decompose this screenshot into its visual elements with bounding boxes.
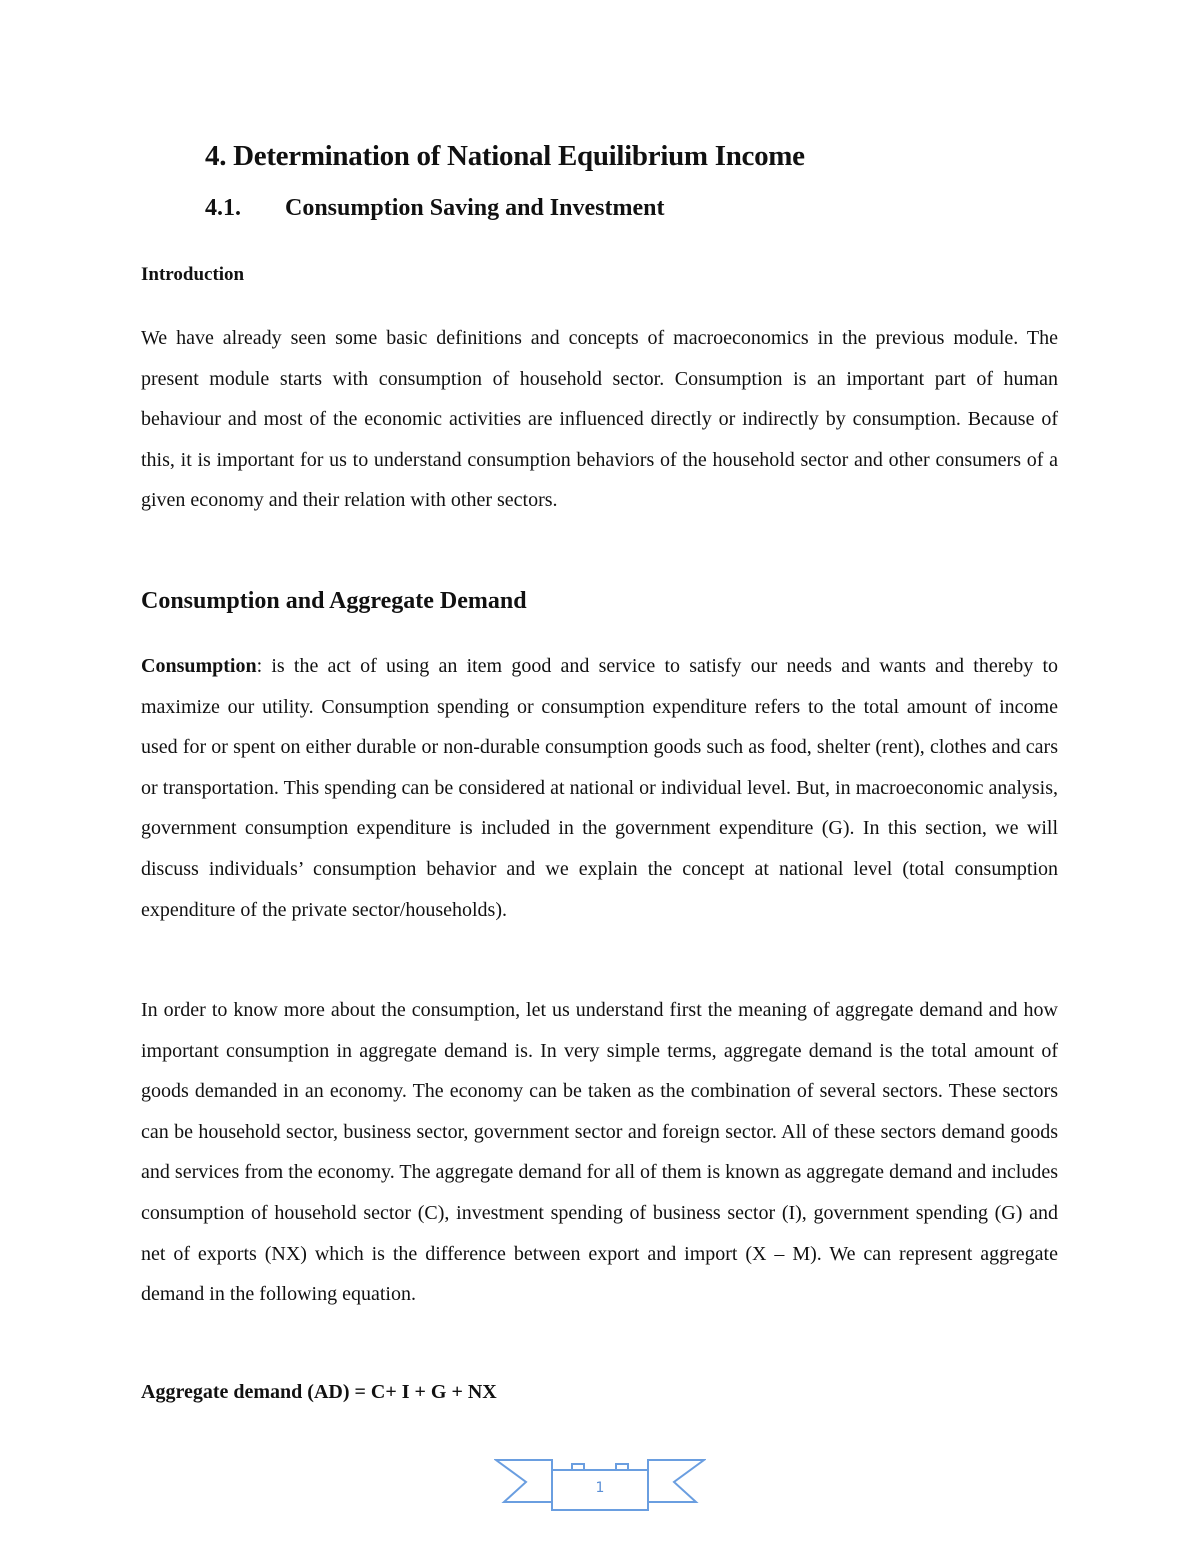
intro-paragraph: We have already seen some basic definitions and concepts of macroeconomics in the previous module. The present module starts with consumption of household sector. Consumption is an important part of human behaviour and most of the economic activities are influenced directly or indirectly by consumption. Because of this, it is important for us to understand consumption behaviors of the household sector and other consumers of a given economy and their relation with other sectors. — [141, 327, 1058, 512]
section-heading — [205, 195, 664, 222]
chapter-title: 4. Determination of National Equilibrium Income — [205, 140, 805, 172]
intro-heading: Introduction — [141, 264, 245, 285]
section-number: 4.1. — [205, 195, 241, 221]
page-footer — [494, 1452, 706, 1512]
section-title: Consumption Saving and Investment — [285, 195, 665, 221]
consumption-paragraph — [141, 646, 1058, 930]
consumption-definition: : is the act of using an item good and service to satisfy our needs and wants and thereby to maximize our utility. Consumption spending or consumption expenditure refers to the total amount of income used for or spent on either durable or non-durable consumption goods such as food, shelter (rent), clothes and cars or transportation. This spending can be considered at national or individual level. But, in macroeconomic analysis, government consumption expenditure is included in the government expenditure (G). In this section, we will discuss individuals’ consumption behavior and we explain the concept at national level (total consumption expenditure of the private sector/households). — [141, 655, 1058, 921]
aggregate-demand-equation: Aggregate demand (AD) = C+ I + G + NX — [141, 1381, 497, 1403]
aggregate-demand-paragraph: In order to know more about the consumption, let us understand first the meaning of aggregate demand and how important consumption in aggregate demand is. In very simple terms, aggregate demand is the total amount of goods demanded in an economy. The economy can be taken as the combination of several sectors. These sectors can be household sector, business sector, government sector and foreign sector. All of these sectors demand goods and services from the economy. The aggregate demand for all of them is known as aggregate demand and includes consumption of household sector (C), investment spending of business sector (I), government spending (G) and net of exports (NX) which is the difference between export and import (X – M). We can represent aggregate demand in the following equation. — [141, 999, 1058, 1306]
page-number: 1 — [595, 1480, 605, 1496]
consumption-term: Consumption — [141, 655, 257, 677]
subsection-heading: Consumption and Aggregate Demand — [141, 588, 527, 614]
